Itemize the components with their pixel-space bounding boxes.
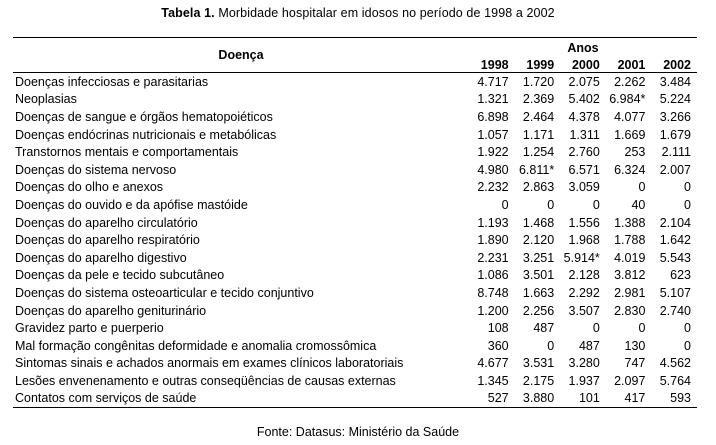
- value-cell-2001: 6.324: [614, 162, 646, 177]
- caption-text: Morbidade hospitalar em idosos no período de 1998 a 2002: [218, 6, 555, 20]
- value-cell-2002: 0: [684, 197, 691, 212]
- morbidity-table: [13, 37, 697, 408]
- disease-name-cell: Doenças do aparelho circulatório: [15, 215, 198, 230]
- value-cell-1998: 1.922: [477, 145, 509, 160]
- year-header-2002: 2002: [663, 58, 691, 72]
- value-cell-1999: 1.468: [522, 215, 555, 230]
- value-cell-1998: 8.748: [477, 285, 509, 300]
- value-cell-2002: 1.642: [659, 233, 691, 248]
- value-cell-1999: 0: [547, 338, 555, 353]
- value-cell-2000: 3.059: [568, 180, 600, 195]
- years-group-header: Anos: [567, 41, 599, 55]
- value-cell-2002: 623: [670, 268, 691, 283]
- year-header-1998: 1998: [480, 58, 509, 72]
- value-cell-1998: 1.345: [477, 373, 509, 388]
- value-cell-1999: 1.171: [522, 127, 555, 142]
- value-cell-2002: 2.007: [659, 162, 691, 177]
- value-cell-1998: 6.898: [477, 109, 509, 124]
- value-cell-2000: 0: [592, 321, 600, 336]
- value-cell-2000: 487: [578, 338, 600, 353]
- disease-column-header: Doença: [218, 48, 264, 62]
- value-cell-2002: 0: [684, 180, 691, 195]
- value-cell-1999: 3.501: [522, 268, 555, 283]
- value-cell-2002: 1.679: [659, 127, 691, 142]
- value-cell-2000: 0: [592, 197, 600, 212]
- value-cell-1998: 527: [487, 391, 509, 406]
- value-cell-1998: 4.677: [477, 356, 509, 371]
- value-cell-1998: 1.057: [477, 127, 509, 142]
- value-cell-2000: 3.280: [568, 356, 600, 371]
- value-cell-2000: 5.402: [568, 92, 600, 107]
- disease-name-cell: Doenças do ouvido e da apófise mastóide: [15, 197, 248, 212]
- table-row: [13, 179, 697, 197]
- table-row: [13, 214, 697, 232]
- value-cell-2000: 2.075: [568, 74, 600, 89]
- value-cell-1999: 1.663: [522, 285, 555, 300]
- value-cell-1999: 2.863: [522, 180, 555, 195]
- value-cell-1998: 0: [501, 197, 509, 212]
- caption-label: Tabela 1.: [161, 6, 215, 20]
- value-cell-2000: 5.914*: [563, 250, 600, 265]
- disease-name-cell: Doenças do aparelho respiratório: [15, 233, 200, 248]
- value-cell-1999: 2.369: [522, 92, 555, 107]
- table-row: [13, 267, 697, 285]
- value-cell-2001: 3.812: [614, 268, 646, 283]
- value-cell-1999: 1.254: [522, 145, 555, 160]
- year-header-2001: 2001: [617, 58, 646, 72]
- disease-name-cell: Mal formação congênitas deformidade e anomalia cromossômica: [15, 338, 377, 353]
- value-cell-1999: 1.720: [522, 74, 555, 89]
- value-cell-1999: 2.120: [522, 233, 555, 248]
- table-row: [13, 355, 697, 373]
- value-cell-2002: 3.266: [659, 109, 691, 124]
- disease-name-cell: Doenças endócrinas nutricionais e metabólicas: [15, 127, 277, 142]
- value-cell-1998: 4.717: [477, 74, 509, 89]
- value-cell-1998: 1.086: [477, 268, 509, 283]
- table-row: [13, 126, 697, 144]
- value-cell-2002: 5.543: [659, 250, 691, 265]
- value-cell-2002: 0: [684, 321, 691, 336]
- table-row: [13, 91, 697, 109]
- disease-name-cell: Doenças do sistema nervoso: [15, 162, 177, 177]
- table-caption: [0, 6, 716, 20]
- value-cell-2000: 1.968: [568, 233, 600, 248]
- morbidity-table-wrapper: [13, 37, 697, 408]
- value-cell-1999: 6.811*: [518, 162, 555, 177]
- table-row: [13, 337, 697, 355]
- value-cell-2000: 2.292: [568, 285, 600, 300]
- value-cell-1999: 2.256: [522, 303, 555, 318]
- value-cell-1999: 2.464: [522, 109, 555, 124]
- table-row: [13, 108, 697, 126]
- value-cell-1998: 360: [487, 338, 509, 353]
- value-cell-2001: 4.019: [614, 250, 646, 265]
- disease-name-cell: Doenças do sistema osteoarticular e tecido conjuntivo: [15, 285, 314, 300]
- value-cell-2002: 2.111: [661, 145, 691, 160]
- year-header-2000: 2000: [571, 58, 600, 72]
- value-cell-1998: 108: [487, 321, 509, 336]
- table-row: [13, 196, 697, 214]
- value-cell-2000: 3.507: [568, 303, 600, 318]
- value-cell-2001: 2.830: [614, 303, 646, 318]
- value-cell-1998: 4.980: [477, 162, 509, 177]
- value-cell-1998: 2.231: [477, 250, 509, 265]
- disease-name-cell: Doenças da pele e tecido subcutâneo: [15, 268, 225, 283]
- year-header-1999: 1999: [526, 58, 555, 72]
- value-cell-1999: 487: [533, 321, 555, 336]
- value-cell-2001: 2.262: [614, 74, 646, 89]
- value-cell-1999: 2.175: [522, 373, 555, 388]
- value-cell-2001: 747: [624, 356, 646, 371]
- value-cell-2001: 2.981: [614, 285, 646, 300]
- value-cell-1999: 3.251: [522, 250, 555, 265]
- table-row: [13, 302, 697, 320]
- value-cell-1998: 2.232: [477, 180, 509, 195]
- disease-name-cell: Neoplasias: [15, 92, 77, 107]
- disease-name-cell: Doenças do olho e anexos: [15, 180, 164, 195]
- value-cell-2001: 1.669: [614, 127, 646, 142]
- value-cell-2001: 417: [624, 391, 646, 406]
- value-cell-2001: 130: [624, 338, 646, 353]
- value-cell-2000: 4.378: [568, 109, 600, 124]
- value-cell-2000: 101: [578, 391, 600, 406]
- value-cell-2001: 1.388: [614, 215, 646, 230]
- disease-name-cell: Transtornos mentais e comportamentais: [15, 145, 239, 160]
- value-cell-2002: 3.484: [659, 74, 691, 89]
- table-row: [13, 143, 697, 161]
- value-cell-2002: 593: [670, 391, 691, 406]
- value-cell-2001: 1.788: [614, 233, 646, 248]
- table-row: [13, 319, 697, 337]
- disease-name-cell: Doenças do aparelho digestivo: [15, 250, 187, 265]
- disease-name-cell: Sintomas sinais e achados anormais em exames clínicos laboratoriais: [15, 356, 404, 371]
- value-cell-1998: 1.321: [477, 92, 509, 107]
- value-cell-2001: 0: [638, 180, 646, 195]
- value-cell-2002: 2.104: [659, 215, 691, 230]
- table-row: [13, 231, 697, 249]
- value-cell-1999: 3.880: [522, 391, 555, 406]
- value-cell-1999: 0: [547, 197, 555, 212]
- value-cell-1999: 3.531: [522, 356, 555, 371]
- value-cell-1998: 1.200: [477, 303, 509, 318]
- value-cell-2001: 40: [631, 197, 646, 212]
- disease-name-cell: Gravidez parto e puerperio: [15, 321, 164, 336]
- value-cell-2002: 0: [684, 338, 691, 353]
- value-cell-2002: 2.740: [659, 303, 691, 318]
- disease-name-cell: Doenças do aparelho geniturinário: [15, 303, 207, 318]
- value-cell-2001: 6.984*: [609, 92, 646, 107]
- value-cell-1998: 1.890: [477, 233, 509, 248]
- value-cell-2001: 2.097: [614, 373, 646, 388]
- disease-name-cell: Doenças de sangue e órgãos hematopoiéticos: [15, 109, 273, 124]
- table-body: [13, 73, 697, 408]
- value-cell-2000: 1.556: [568, 215, 600, 230]
- value-cell-2000: 6.571: [568, 162, 600, 177]
- value-cell-2001: 253: [624, 145, 646, 160]
- value-cell-1998: 1.193: [477, 215, 509, 230]
- value-cell-2000: 2.760: [568, 145, 600, 160]
- table-row: [13, 73, 697, 91]
- value-cell-2002: 5.107: [659, 285, 691, 300]
- disease-name-cell: Lesões envenenamento e outras conseqüências de causas externas: [15, 373, 396, 388]
- value-cell-2001: 0: [638, 321, 646, 336]
- value-cell-2001: 4.077: [614, 109, 646, 124]
- value-cell-2002: 4.562: [659, 356, 691, 371]
- value-cell-2000: 2.128: [568, 268, 600, 283]
- disease-name-cell: Doenças infecciosas e parasitarias: [15, 74, 209, 89]
- table-row: [13, 372, 697, 390]
- value-cell-2000: 1.937: [568, 373, 600, 388]
- value-cell-2002: 5.224: [659, 92, 691, 107]
- value-cell-2000: 1.311: [569, 127, 600, 142]
- table-row: [13, 390, 697, 408]
- table-row: [13, 249, 697, 267]
- table-row: [13, 284, 697, 302]
- source-note: Fonte: Datasus: Ministério da Saúde: [256, 425, 460, 439]
- value-cell-2002: 5.764: [659, 373, 691, 388]
- table-row: [13, 161, 697, 179]
- disease-name-cell: Contatos com serviços de saúde: [15, 391, 197, 406]
